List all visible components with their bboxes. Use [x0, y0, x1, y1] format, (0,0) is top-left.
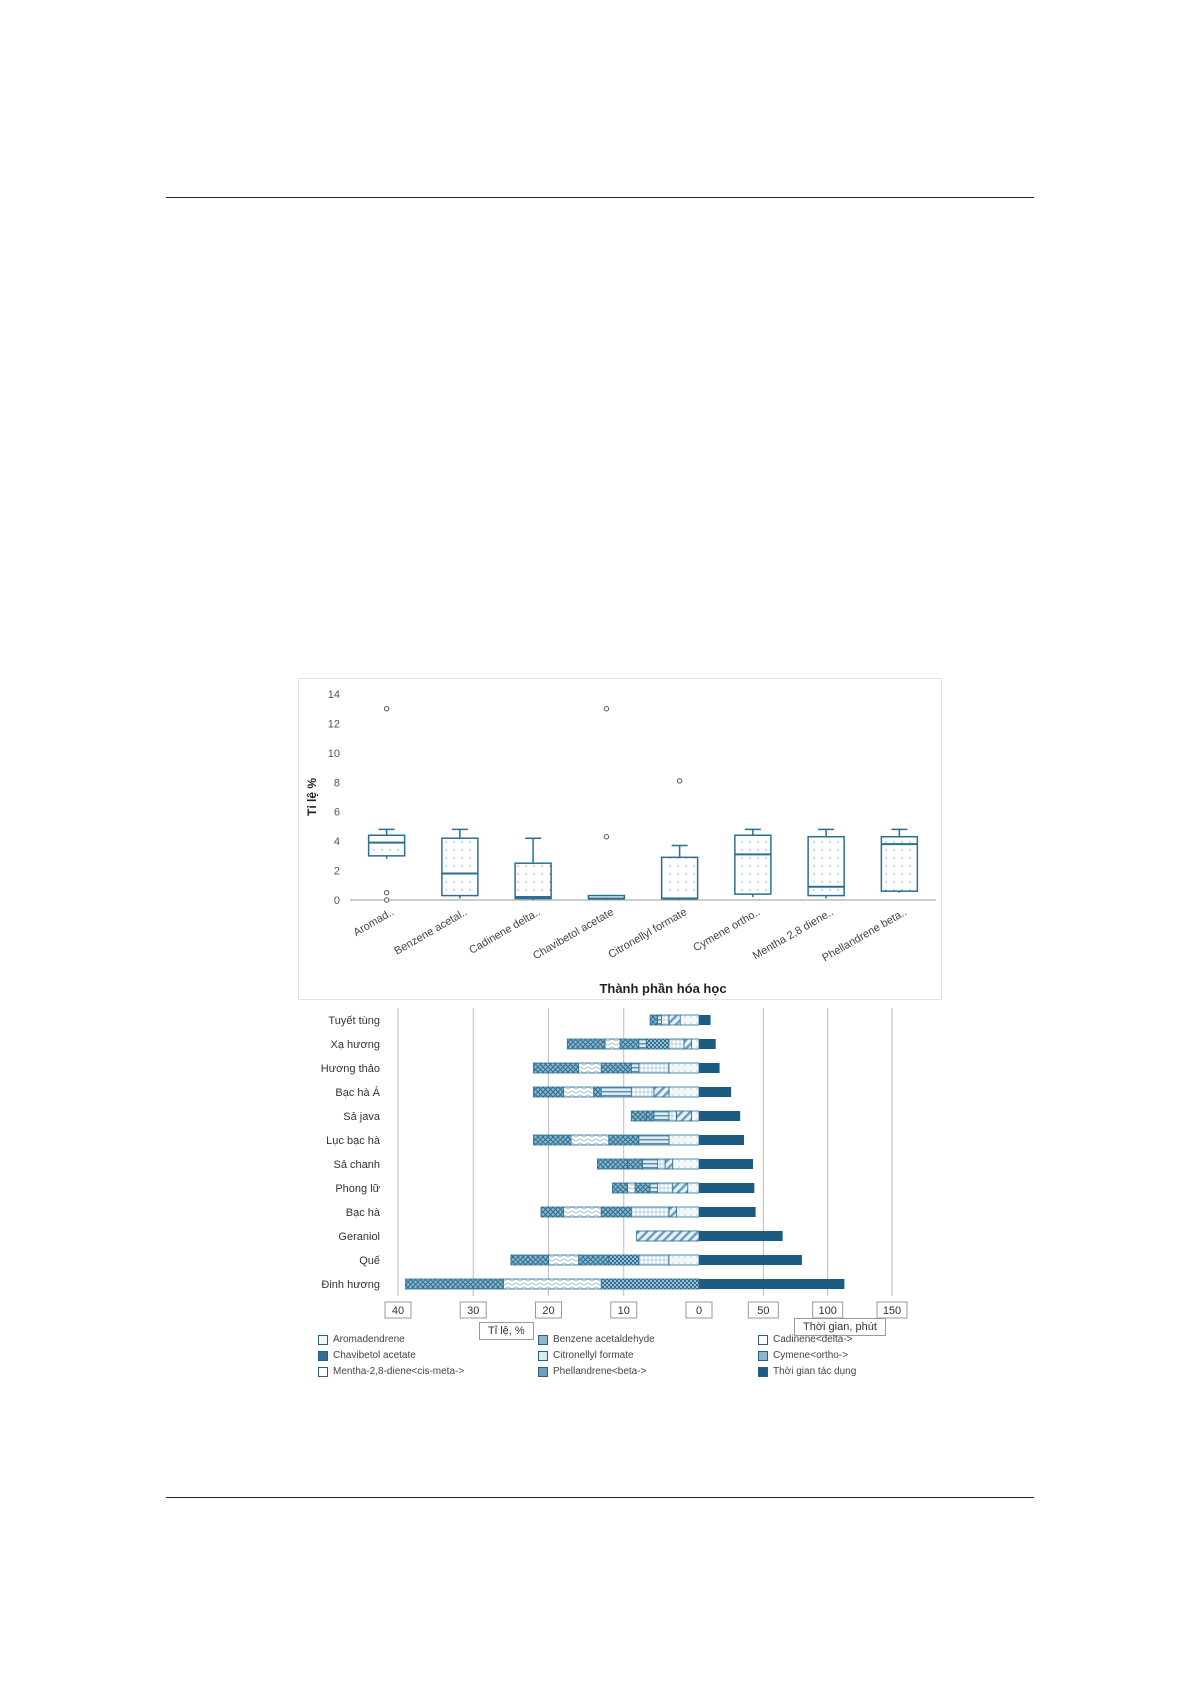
legend-swatch: [538, 1335, 548, 1345]
stacked-bar-segment: [571, 1135, 609, 1145]
x-tick-label: Citronellyl formate: [606, 906, 690, 961]
category-label: Quế: [359, 1255, 380, 1267]
stacked-bar-segment: [669, 1111, 677, 1121]
stacked-bar-segment: [612, 1183, 627, 1193]
stacked-bar-segment: [658, 1183, 673, 1193]
time-bar: [699, 1231, 783, 1241]
time-bar: [699, 1039, 716, 1049]
x-tick-label: Cymene ortho..: [691, 906, 763, 955]
figure: [298, 678, 942, 1400]
category-label: Lục bạc hà: [326, 1135, 380, 1147]
stacked-bar-segment: [631, 1111, 646, 1121]
category-label: Bạc hà Á: [335, 1087, 380, 1099]
x-tick-label: Benzene acetal..: [392, 906, 470, 958]
stacked-bar-segment: [601, 1207, 631, 1217]
box: [515, 863, 551, 898]
stacked-bar-segment: [676, 1111, 691, 1121]
stacked-bar-segment: [503, 1279, 601, 1289]
legend-swatch: [758, 1335, 768, 1345]
box: [442, 838, 478, 895]
outlier-point: [604, 835, 608, 839]
legend-label: Mentha-2,8-diene<cis-meta->: [333, 1366, 465, 1377]
stacked-bar-segment: [628, 1159, 643, 1169]
stacked-bar-segment: [533, 1087, 563, 1097]
time-bar: [699, 1087, 731, 1097]
stacked-bar-segment: [601, 1087, 631, 1097]
stacked-bar-segment: [669, 1087, 699, 1097]
stacked-bar-segment: [601, 1063, 631, 1073]
stacked-bar-segment: [654, 1087, 669, 1097]
legend-item: [758, 1366, 918, 1377]
stacked-bar-segment: [691, 1039, 699, 1049]
diverging-bar-chart: [298, 1002, 942, 1332]
left-axis-caption: Tỉ lệ, %: [479, 1322, 534, 1340]
stacked-bar-segment: [661, 1015, 669, 1025]
outlier-point: [677, 779, 681, 783]
stacked-bar-segment: [646, 1111, 654, 1121]
stacked-bar-segment: [665, 1159, 673, 1169]
time-bar: [699, 1015, 711, 1025]
stacked-bar-segment: [635, 1183, 650, 1193]
stacked-bar-segment: [533, 1135, 571, 1145]
time-bar: [699, 1255, 802, 1265]
legend-item: [758, 1334, 918, 1345]
time-bar: [699, 1135, 744, 1145]
category-label: Tuyết tùng: [328, 1015, 380, 1027]
legend-item: [758, 1350, 918, 1361]
y-tick-label: 4: [333, 836, 340, 849]
box: [735, 835, 771, 894]
time-bar: [699, 1183, 754, 1193]
category-label: Sả java: [343, 1111, 380, 1123]
stacked-bar-segment: [691, 1111, 699, 1121]
stacked-bar-segment: [579, 1255, 609, 1265]
stacked-bar-segment: [643, 1159, 658, 1169]
legend-label: Citronellyl formate: [553, 1350, 634, 1361]
stacked-bar-segment: [688, 1183, 699, 1193]
stacked-bar-segment: [658, 1015, 662, 1025]
legend-item: [318, 1366, 538, 1377]
legend-swatch: [758, 1351, 768, 1361]
stacked-bar-segment: [654, 1111, 669, 1121]
stacked-bar-segment: [669, 1135, 699, 1145]
stacked-bar-segment: [406, 1279, 504, 1289]
x-tick-label: 0: [695, 1305, 703, 1317]
stacked-bar-segment: [631, 1087, 654, 1097]
legend-label: Aromadendrene: [333, 1334, 405, 1345]
box: [369, 835, 405, 856]
y-tick-label: 14: [327, 689, 340, 701]
category-label: Geraniol: [338, 1231, 380, 1243]
stacked-bar-segment: [567, 1039, 605, 1049]
x-tick-label: Mentha 2,8 diene..: [750, 906, 836, 963]
stacked-bar-segment: [684, 1039, 692, 1049]
stacked-bar-segment: [549, 1255, 579, 1265]
x-tick-label: 100: [818, 1305, 837, 1317]
legend-label: Chavibetol acetate: [333, 1350, 416, 1361]
x-tick-label: 10: [617, 1305, 630, 1317]
outlier-point: [604, 707, 608, 711]
stacked-bar-segment: [541, 1207, 564, 1217]
legend-item: [538, 1366, 758, 1377]
x-tick-label: Aromad..: [351, 906, 397, 939]
legend-item: [318, 1350, 538, 1361]
x-tick-label: 50: [757, 1305, 770, 1317]
stacked-bar-segment: [631, 1063, 639, 1073]
stacked-bar-segment: [676, 1207, 699, 1217]
x-tick-label: 40: [391, 1305, 405, 1317]
x-tick-label: 30: [467, 1305, 480, 1317]
y-tick-label: 12: [327, 718, 340, 731]
y-axis-label: Tỉ lệ %: [305, 777, 319, 817]
y-tick-label: 8: [333, 777, 340, 790]
stacked-bar-segment: [609, 1135, 639, 1145]
x-tick-label: 20: [542, 1305, 555, 1317]
page-header-rule: [166, 197, 1034, 198]
x-tick-label: Phellandrene beta..: [820, 906, 909, 965]
x-tick-label: 150: [882, 1305, 902, 1317]
y-tick-label: 0: [333, 895, 340, 907]
stacked-bar-segment: [673, 1159, 699, 1169]
category-label: Phong lữ: [335, 1183, 380, 1195]
stacked-bar-segment: [639, 1039, 647, 1049]
stacked-bar-segment: [564, 1087, 594, 1097]
category-label: Xạ hương: [330, 1039, 380, 1051]
legend-label: Cymene<ortho->: [773, 1350, 849, 1361]
x-tick-label: Chavibetol acetate: [530, 906, 616, 963]
x-axis-label: Thành phần hóa học: [599, 981, 727, 996]
stacked-bar-segment: [658, 1159, 666, 1169]
category-label: Hương thảo: [320, 1063, 380, 1075]
time-bar: [699, 1111, 740, 1121]
stacked-bar-segment: [631, 1207, 669, 1217]
stacked-bar-segment: [680, 1015, 699, 1025]
stacked-bar-segment: [669, 1063, 699, 1073]
stacked-bar-segment: [579, 1063, 602, 1073]
category-label: Sả chanh: [333, 1159, 380, 1171]
stacked-bar-segment: [628, 1183, 636, 1193]
stacked-bar-segment: [639, 1255, 669, 1265]
stacked-bar-segment: [609, 1255, 639, 1265]
y-tick-label: 2: [333, 865, 340, 878]
stacked-bar-segment: [605, 1039, 620, 1049]
legend-swatch: [318, 1335, 328, 1345]
stacked-bar-segment: [511, 1255, 549, 1265]
right-axis-caption: Thời gian, phút: [794, 1318, 886, 1336]
stacked-bar-segment: [646, 1039, 669, 1049]
time-bar: [699, 1279, 844, 1289]
time-bar: [699, 1159, 753, 1169]
legend-label: Benzene acetaldehyde: [553, 1334, 655, 1345]
x-tick-label: Cadinene delta..: [467, 906, 543, 957]
stacked-bar-segment: [597, 1159, 627, 1169]
stacked-bar-segment: [594, 1087, 602, 1097]
outlier-point: [384, 890, 388, 894]
stacked-bar-segment: [650, 1183, 658, 1193]
stacked-bar-segment: [620, 1039, 639, 1049]
stacked-bar-segment: [669, 1255, 699, 1265]
legend-item: [318, 1334, 538, 1345]
legend-label: Phellandrene<beta->: [553, 1366, 647, 1377]
time-bar: [699, 1207, 756, 1217]
legend-swatch: [758, 1367, 768, 1377]
boxplot-chart: [298, 678, 942, 1000]
stacked-bar-segment: [564, 1207, 602, 1217]
legend-swatch: [538, 1351, 548, 1361]
stacked-bar-segment: [673, 1183, 688, 1193]
legend-swatch: [318, 1351, 328, 1361]
outlier-point: [384, 707, 388, 711]
box: [662, 857, 698, 898]
stacked-bar-segment: [533, 1063, 578, 1073]
stacked-bar-segment: [637, 1231, 699, 1241]
stacked-bar-segment: [639, 1063, 669, 1073]
category-label: Bạc hà: [345, 1207, 380, 1219]
legend-swatch: [538, 1367, 548, 1377]
stacked-bar-segment: [669, 1207, 677, 1217]
stacked-bar-segment: [601, 1279, 699, 1289]
legend: [318, 1334, 918, 1377]
legend-label: Cadinene<delta->: [773, 1334, 853, 1345]
time-bar: [699, 1063, 720, 1073]
legend-item: [538, 1350, 758, 1361]
page-footer-rule: [166, 1497, 1034, 1498]
legend-swatch: [318, 1367, 328, 1377]
stacked-bar-segment: [639, 1135, 669, 1145]
stacked-bar-segment: [650, 1015, 658, 1025]
category-label: Đinh hương: [321, 1279, 380, 1291]
legend-item: [538, 1334, 758, 1345]
legend-label: Thời gian tác dụng: [773, 1366, 857, 1377]
outlier-point: [384, 898, 388, 902]
y-tick-label: 10: [327, 747, 340, 760]
stacked-bar-segment: [669, 1015, 680, 1025]
stacked-bar-segment: [669, 1039, 684, 1049]
y-tick-label: 6: [333, 806, 340, 819]
